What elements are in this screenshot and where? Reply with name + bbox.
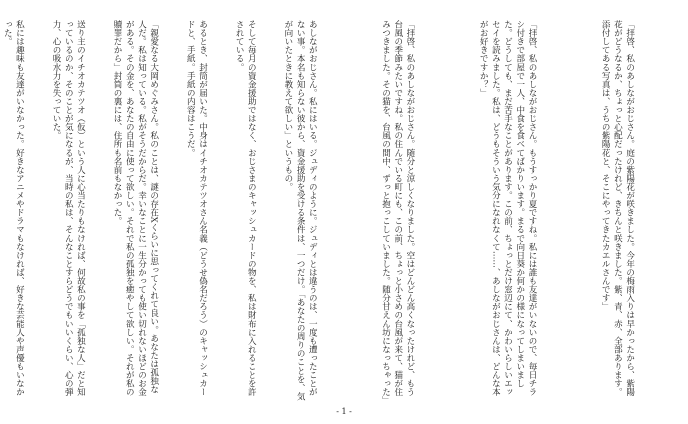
paragraph-narration: そして毎月の資金援助ではなく、おじさまのキャッシュカードの物を、私は財布に入れることを許されている。 (234, 20, 257, 397)
paragraph-blank (562, 20, 574, 402)
paragraph-narration: あしながおじさん。私にはいる。ジュディのように。ジュディとは違うのは、一度も遭ったことがない事。本名も知らない彼から、資金援助を受ける条件は、一つだけ。「あなたの周りのことを、気が向いたときに教えて欲しい」というもの。 (282, 20, 318, 401)
paragraph-letter-hydrangea: 「拝啓、私のあしながおじさん。庭の紫陽花が咲きました。今年の梅雨入りは早かったから、紫陽花がどうなるか、ちょっと心配だったけれど、きちんと咲きました。紫、青、赤、全部あります。添付してある写真は、うちの紫陽花と、そこにやってきたカエルさんです」 (600, 20, 635, 397)
paragraph-narration: 送り主のイチオカテツオ（仮）という人に心当たりもなければ、何故私の事を「孤独な人」だと知っているのか、そのことが気になるが、当時の私は、そんなことすらどうでもいいくらい、心の弾力、心の吸水力を失っていた。 (51, 20, 86, 397)
page-number: - 1 - (336, 407, 352, 416)
paragraph-blank (440, 20, 452, 402)
paragraph-letter-from-benefactor: 「親愛なる大岡めぐみさん。私のことは、謎の存在Xくらいに思ってくれて良い。あなたは孤独な人だ。私は知っている。私がそうだからだ。幸いなことに一生分かっても使い切れないほどのお金がある。その金を、あなたの自由に使って欲しい。それで私の孤独を癒やして欲しい。それが私の贖罪だから」封筒の裏には、住所も名前もなかった。 (112, 20, 159, 397)
paragraph-narration: あるとき、封筒が届いた。中身はイチオカテツオさん名義（どうせ偽名だろう）のキャッシュカードと、手紙。手紙の内容はこうだ。 (185, 20, 208, 397)
paragraph-narration: 私には趣味も友達がいなかった。好きなアニメやドラマもなければ、好きな芸能人や声優もいなかった。 (2, 20, 25, 397)
paragraph-letter-summer: 「拝啓、私のあしながおじさん。もうすっかり夏ですね。私には誰も友達がいないので、毎日チラシ付きで部屋で一人、中食を食べてばかりいます。まるで向日葵か何かの様になってしまいました。どうしても、まだ苦手なことがあります。この前、ちょっとだけ窓辺にて、かわいらしいエッセイを読みました。私は、どうもそういう気分になれなくて……、あしながおじさんは、どんな本がお好きですか？」 (478, 20, 537, 397)
vertical-text-body (2, 20, 660, 405)
paragraph-letter-typhoon: 「拝啓、私のあしながおじさん。随分と涼しくなりました。空はどんどん高くなったけれど、もう台風の季節みたいですね。私の住んでいる町にも、この前、ちょっと小さめの台風が来て、猫が住みつきました。その猫を、台風の間中、ずっと抱っこしていました。随分甘えん坊になっちゃった」 (380, 20, 415, 405)
paragraph-blank (343, 20, 355, 402)
